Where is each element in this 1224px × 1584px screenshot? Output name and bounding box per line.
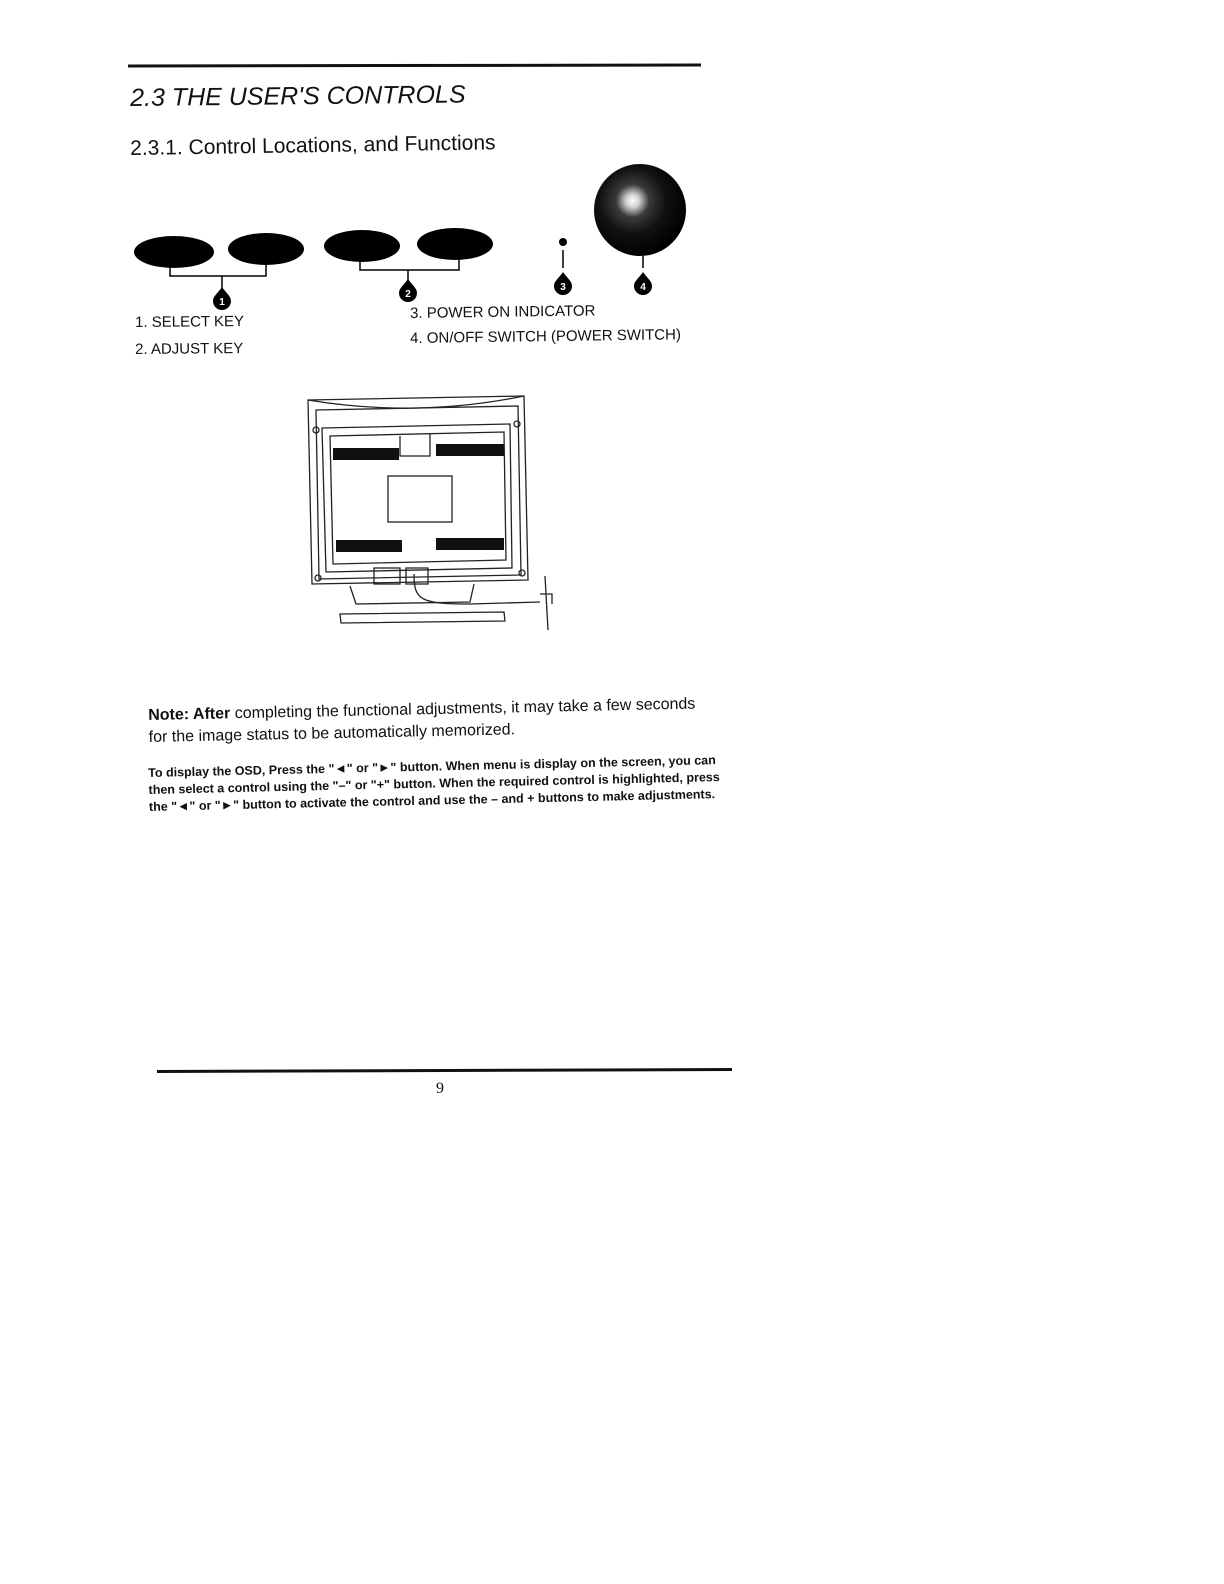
subsection-title: 2.3.1. Control Locations, and Functions — [130, 131, 496, 160]
note-text: completing the functional adjustments, it may take a few seconds for the image status to be automatically memorized. — [148, 695, 696, 746]
callout-4-label: 4 — [640, 282, 646, 293]
osd-instructions: To display the OSD, Press the "◄" or "►" button. When menu is display on the screen, you can then select a control using the "–" or "+" button. When the required control is highlighted, press the "◄" or "►" button to activate the control and use the – and + buttons to make adjustments. — [148, 753, 720, 814]
page-number: 9 — [436, 1080, 444, 1097]
connector-block-1 — [333, 448, 399, 460]
monitor-rear-illustration — [308, 396, 552, 630]
connector-block-4 — [436, 538, 504, 550]
connector-block-3 — [336, 540, 402, 552]
legend-adjust-key: 2. ADJUST KEY — [135, 340, 244, 358]
power-switch-knob-icon — [594, 164, 686, 256]
select-key-right-icon — [228, 233, 304, 265]
callout-3-icon — [554, 272, 572, 295]
callout-2-label: 2 — [405, 289, 411, 300]
legend-power-indicator: 3. POWER ON INDICATOR — [410, 302, 596, 322]
select-key-left-icon — [134, 236, 214, 268]
power-indicator-icon — [559, 238, 567, 246]
adjust-key-right-icon — [417, 228, 493, 260]
adjust-key-left-icon — [324, 230, 400, 262]
callout-4-icon — [634, 272, 652, 295]
legend-power-switch: 4. ON/OFF SWITCH (POWER SWITCH) — [410, 326, 682, 347]
connector-block-2 — [436, 444, 504, 456]
note-label: Note: After — [148, 705, 231, 724]
callout-2-icon — [399, 279, 417, 302]
callout-1-icon — [213, 287, 231, 310]
legend-select-key: 1. SELECT KEY — [135, 313, 245, 331]
callout-3-label: 3 — [560, 282, 566, 293]
callout-1-label: 1 — [219, 297, 225, 308]
section-title: 2.3 THE USER'S CONTROLS — [130, 80, 466, 112]
